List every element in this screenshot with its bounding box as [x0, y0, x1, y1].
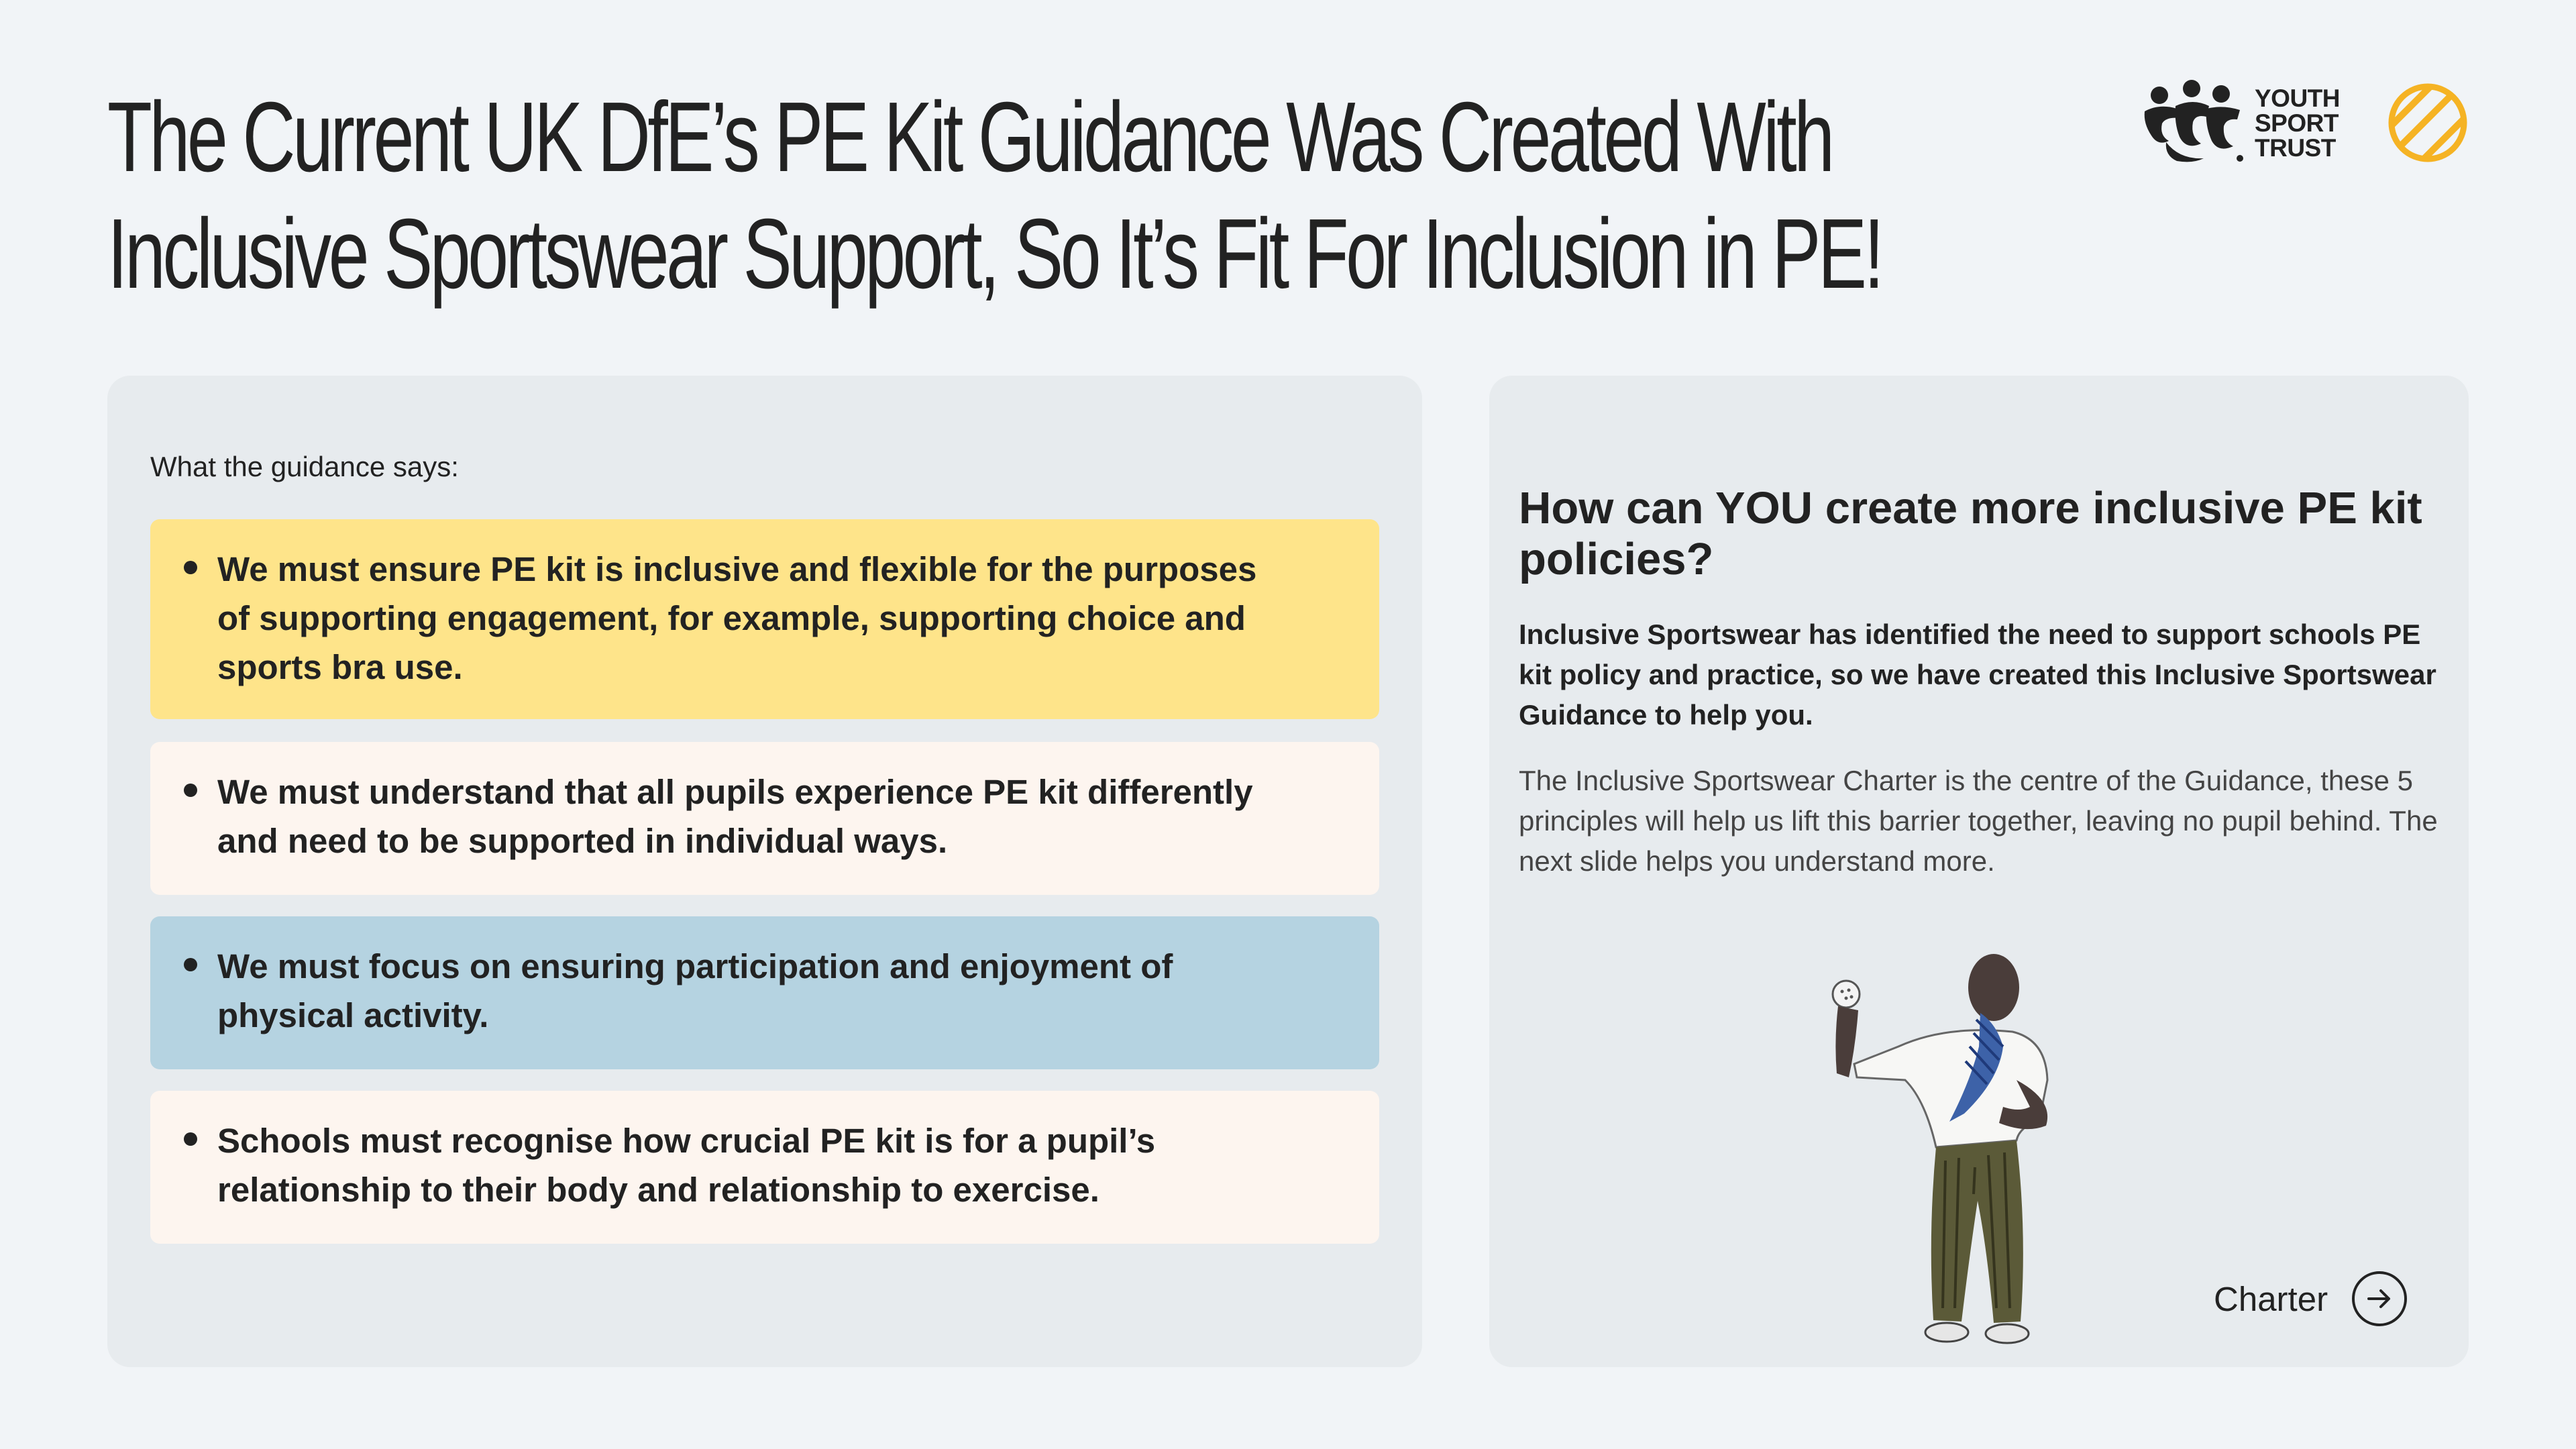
inclusive-sportswear-logo-icon: [2387, 82, 2469, 164]
panel-intro: Inclusive Sportswear has identified the need to support schools PE kit policy and practice, so we have created this Inclusive Sportswear Guidance to help you.: [1519, 619, 2436, 731]
youth-sport-trust-wordmark: YOUTH SPORT TRUST: [2255, 84, 2340, 162]
logo-group: [2139, 79, 2469, 166]
guidance-card: We must ensure PE kit is inclusive and flexible for the purposes of supporting engagement, for example, supporting choice and sports bra use.: [150, 519, 1379, 719]
arrow-right-circle-icon[interactable]: [2352, 1271, 2407, 1326]
charter-link[interactable]: [2214, 1271, 2407, 1326]
youth-sport-trust-icon: [2139, 79, 2247, 166]
guidance-label: What the guidance says:: [150, 451, 459, 482]
guidance-card: Schools must recognise how crucial PE kit is for a pupil’s relationship to their body and relationship to exercise.: [150, 1091, 1379, 1244]
guidance-panel: [107, 376, 1422, 1367]
person-illustration: [1818, 946, 2086, 1362]
panel-body: The Inclusive Sportswear Charter is the centre of the Guidance, these 5 principles will help us lift this barrier together, leaving no pupil behind. The next slide helps you understand more.: [1519, 765, 2438, 877]
page-title: [107, 79, 1882, 313]
arrow-right-icon: [2365, 1284, 2394, 1313]
youth-sport-trust-logo: [2139, 79, 2340, 166]
panel-heading: How can YOU create more inclusive PE kit policies?: [1519, 483, 2422, 584]
guidance-card: We must focus on ensuring participation and enjoyment of physical activity.: [150, 916, 1379, 1069]
guidance-card: We must understand that all pupils experience PE kit differently and need to be supported in individual ways.: [150, 742, 1379, 895]
title-line-2: Inclusive Sportswear Support, So It’s Fit For Inclusion in PE!: [107, 199, 1882, 309]
title-line-1: The Current UK DfE’s PE Kit Guidance Was Created With: [107, 82, 1832, 193]
charter-link-label: Charter: [2214, 1279, 2328, 1318]
inclusive-kit-panel: [1489, 376, 2469, 1367]
